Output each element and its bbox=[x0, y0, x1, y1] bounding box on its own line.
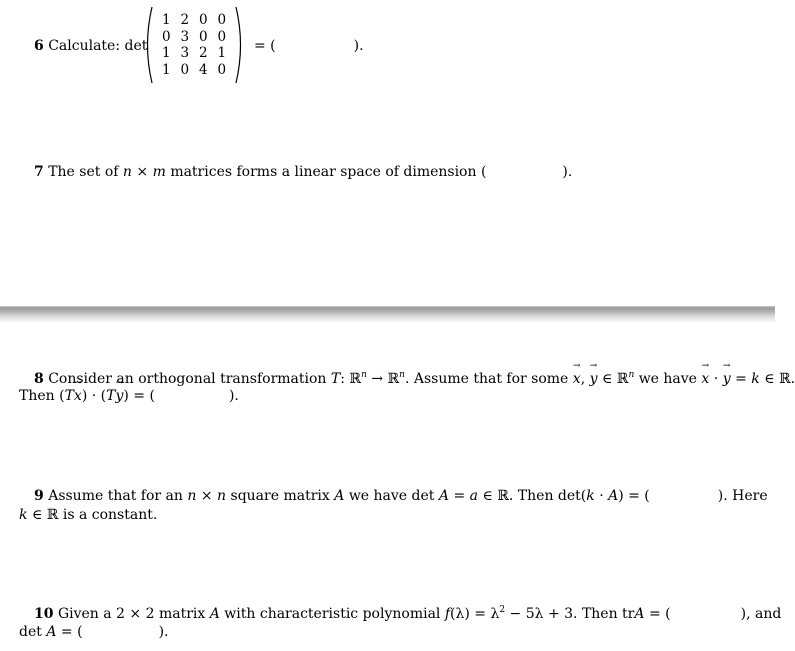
vector-x: → x bbox=[573, 371, 581, 388]
vector-y: → y bbox=[723, 371, 731, 388]
question-text: with characteristic polynomial bbox=[224, 606, 441, 622]
answer-open: ) = ( bbox=[123, 388, 155, 404]
matrix-grid bbox=[157, 12, 231, 78]
matrix-cell: 2 bbox=[180, 12, 190, 28]
matrix-cell: 1 bbox=[161, 45, 171, 61]
question-text: Consider an orthogonal transformation bbox=[48, 371, 327, 387]
math-op: × bbox=[136, 164, 149, 180]
question-number: 9 bbox=[34, 488, 44, 504]
math-var: k bbox=[19, 507, 28, 523]
matrix-cell: 0 bbox=[198, 12, 208, 28]
math-var: A bbox=[46, 624, 57, 640]
math-var: T bbox=[106, 388, 116, 404]
answer-close: ). bbox=[228, 388, 239, 404]
math-var: A bbox=[334, 488, 345, 504]
math-op: · bbox=[599, 488, 604, 504]
math-op: = bbox=[735, 371, 747, 387]
matrix-cell: 0 bbox=[217, 28, 227, 45]
math-var: A bbox=[438, 488, 449, 504]
math-var: n bbox=[187, 488, 197, 504]
determinant-matrix bbox=[142, 6, 246, 84]
answer-close: ). bbox=[158, 624, 169, 640]
matrix-cell: 0 bbox=[161, 28, 171, 45]
math-sup: n bbox=[399, 370, 405, 380]
section-divider bbox=[0, 306, 775, 322]
math-op: × bbox=[200, 488, 213, 504]
math-text: ) · ( bbox=[81, 388, 107, 404]
math-var: f bbox=[444, 606, 451, 622]
vector-x: → x bbox=[701, 371, 709, 388]
question-text: we have bbox=[638, 371, 697, 387]
math-text: , bbox=[580, 371, 586, 387]
question-text: − 5λ + 3. Then tr bbox=[509, 606, 635, 622]
question-7-line bbox=[34, 164, 572, 181]
question-text: matrices forms a linear space of dimension ( bbox=[170, 164, 487, 180]
math-var: a bbox=[469, 488, 478, 504]
question-text: ∈ ℝ. Then det( bbox=[482, 488, 587, 504]
answer-open: = ( bbox=[60, 624, 83, 640]
math-var: A bbox=[209, 606, 220, 622]
answer-open: = ( bbox=[254, 38, 276, 54]
question-text: square matrix bbox=[230, 488, 330, 504]
matrix-cell: 0 bbox=[180, 61, 190, 78]
math-var: T bbox=[330, 371, 341, 387]
math-text: ∈ ℝ. bbox=[764, 371, 795, 387]
answer-close: ). bbox=[353, 38, 364, 54]
matrix-cell: 1 bbox=[161, 61, 171, 78]
matrix-cell: 1 bbox=[217, 45, 227, 61]
math-var: A bbox=[634, 606, 645, 622]
math-var: k bbox=[751, 371, 760, 387]
question-number: 10 bbox=[34, 606, 54, 622]
answer-close: ). Here bbox=[717, 488, 768, 504]
math-var: k bbox=[586, 488, 595, 504]
question-9-line-2 bbox=[19, 507, 157, 524]
matrix-cell: 0 bbox=[198, 28, 208, 45]
vector-x: → x bbox=[74, 388, 82, 405]
question-number: 6 bbox=[34, 38, 44, 54]
math-var: A bbox=[608, 488, 619, 504]
math-text: (λ) = λ bbox=[450, 606, 500, 622]
math-var: n bbox=[122, 164, 132, 180]
vector-y: → y bbox=[590, 371, 598, 388]
right-parenthesis-icon bbox=[234, 6, 246, 84]
question-10-line-2 bbox=[19, 624, 168, 641]
question-text: det bbox=[19, 624, 42, 640]
question-text: ∈ ℝ is a constant. bbox=[31, 507, 158, 523]
matrix-cell: 0 bbox=[217, 12, 227, 28]
matrix-cell: 3 bbox=[180, 28, 190, 45]
matrix-cell: 4 bbox=[198, 61, 208, 78]
matrix-cell: 1 bbox=[161, 12, 171, 28]
question-text: The set of bbox=[48, 164, 119, 180]
left-parenthesis-icon bbox=[142, 6, 154, 84]
math-text: : ℝ bbox=[340, 371, 362, 387]
vector-y: → y bbox=[115, 388, 123, 405]
answer-close: ), and bbox=[740, 606, 782, 622]
answer-close: ). bbox=[562, 164, 573, 180]
math-sup: n bbox=[628, 370, 635, 380]
math-op: · bbox=[713, 371, 719, 387]
question-10-line-1 bbox=[34, 606, 781, 623]
question-number: 8 bbox=[34, 371, 44, 387]
matrix-cell: 0 bbox=[217, 61, 227, 78]
question-text: Given a 2 × 2 matrix bbox=[57, 606, 206, 622]
math-sup: n bbox=[361, 370, 367, 380]
question-number: 7 bbox=[34, 164, 44, 180]
math-text: → ℝ bbox=[371, 371, 400, 387]
question-text: Calculate: det bbox=[48, 38, 148, 54]
math-text: ∈ ℝ bbox=[601, 371, 629, 387]
math-var: T bbox=[64, 388, 74, 404]
question-6-line bbox=[34, 38, 147, 55]
answer-open: ) = ( bbox=[618, 488, 650, 504]
question-6-answer bbox=[254, 38, 364, 55]
matrix-cell: 2 bbox=[198, 45, 208, 61]
question-9-line-1 bbox=[34, 488, 768, 505]
math-var: n bbox=[217, 488, 227, 504]
math-var: m bbox=[152, 164, 166, 180]
question-text: we have det bbox=[348, 488, 435, 504]
math-op: = bbox=[453, 488, 466, 504]
answer-open: = ( bbox=[648, 606, 671, 622]
question-text: Then ( bbox=[19, 388, 65, 404]
matrix-cell: 3 bbox=[180, 45, 190, 61]
question-text: Assume that for an bbox=[48, 488, 183, 504]
question-text: . Assume that for some bbox=[404, 371, 569, 387]
question-8-line-2 bbox=[19, 388, 239, 405]
math-sup: 2 bbox=[499, 605, 506, 615]
question-8-line-1 bbox=[34, 371, 795, 388]
